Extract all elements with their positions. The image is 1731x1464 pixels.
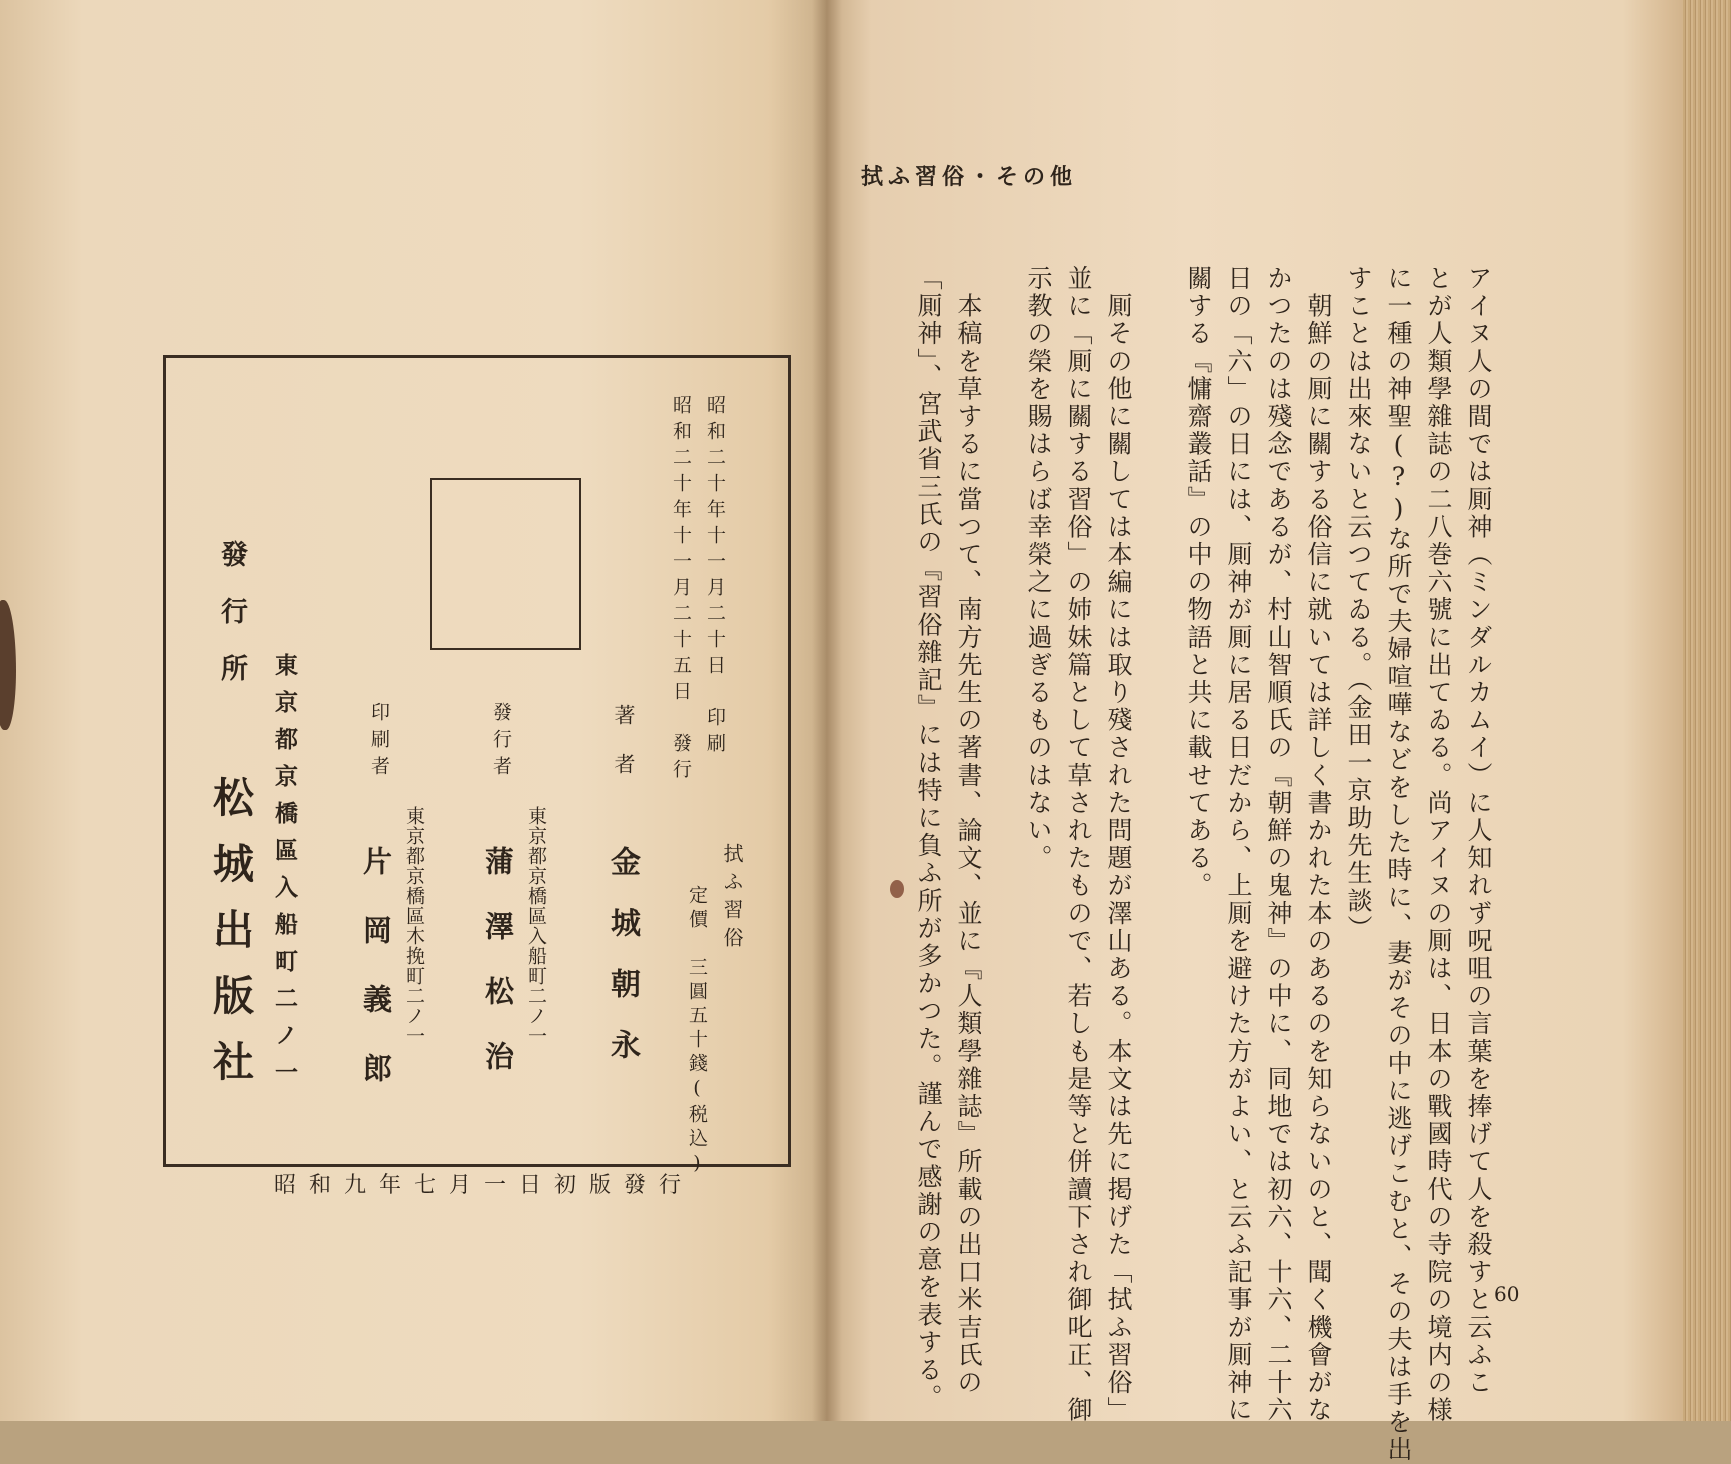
- body-line: 並に「厠に關する習俗」の姉妹篇として草されたもので、若しも是等と併讀下され御叱正、御: [1064, 265, 1093, 1425]
- ink-stain: [890, 880, 904, 898]
- page-number: 60: [1494, 1282, 1520, 1306]
- body-line: 「厠神」、宮武省三氏の『習俗雜記』には特に負ふ所が多かつた。謹んで感謝の意を表する。: [914, 265, 943, 1412]
- issue-date: 昭和二十年十一月二十五日 發行: [670, 395, 692, 785]
- book-gutter: [812, 0, 842, 1421]
- running-header: 拭ふ習俗・その他: [861, 164, 1078, 190]
- body-line: すことは出來ないと云つてゐる。（金田一京助先生談）: [1344, 265, 1373, 943]
- price: 定價 三圓五十錢(税込): [686, 885, 708, 1179]
- printer-name: 片岡義郎: [359, 846, 393, 1122]
- body-line: 示教の榮を賜はらば幸榮之に過ぎるものはない。: [1024, 265, 1053, 873]
- printer-address: 東京都京橋區木挽町二ノ一: [403, 806, 425, 1046]
- body-line: に一種の神聖(?)な所で夫婦喧嘩などをした時に、妻がその中に逃げこむと、その夫は手を出: [1384, 265, 1413, 1464]
- body-line: 本稿を草するに當つて、南方先生の著書、論文、並に『人類學雜誌』所載の出口米吉氏の: [954, 265, 983, 1397]
- page-edges: [1683, 0, 1731, 1421]
- first-edition-note: 昭和九年七月一日初版發行: [274, 1173, 695, 1198]
- body-line: 厠その他に關しては本編には取り殘された問題が澤山ある。本文は先に掲げた「拭ふ習俗」: [1104, 265, 1133, 1425]
- body-line: 朝鮮の厠に關する俗信に就いては詳しく書かれた本のあるのを知らないのと、聞く機會がな: [1304, 265, 1333, 1425]
- body-line: かつたのは殘念であるが、村山智順氏の『朝鮮の鬼神』の中に、同地では初六、十六、二十六: [1264, 265, 1293, 1425]
- author-name: 金城朝永: [605, 846, 640, 1090]
- office-address: 東京都京橋區入船町二ノ一: [271, 653, 298, 1097]
- publisher-name: 蒲澤松治: [481, 846, 515, 1106]
- printer-label: 印刷者: [368, 702, 390, 783]
- office-label: 發行所: [216, 540, 247, 711]
- body-line: 日の「六」の日には、厠神が厠に居る日だから、上厠を避けた方がよい、と云ふ記事が厠神に: [1224, 265, 1253, 1425]
- office-name: 松城出版社: [206, 776, 254, 1106]
- seal-box: [430, 478, 581, 650]
- publisher-label: 發行者: [490, 702, 512, 783]
- publisher-address: 東京都京橋區入船町二ノ一: [525, 806, 547, 1046]
- body-line: アイヌ人の間では厠神（ミンダルカムイ）に人知れず呪咀の言葉を捧げて人を殺すと云ふこ: [1464, 265, 1493, 1397]
- author-label: 著者: [612, 704, 636, 802]
- body-line: とが人類學雜誌の二八巻六號に出てゐる。尚アイヌの厠は、日本の戰國時代の寺院の境内の様: [1424, 265, 1453, 1425]
- body-line: 關する『慵齋叢話』の中の物語と共に載せてある。: [1184, 265, 1213, 900]
- print-date: 昭和二十年十一月二十日 印刷: [704, 395, 726, 759]
- book-title: 拭ふ習俗: [720, 843, 744, 955]
